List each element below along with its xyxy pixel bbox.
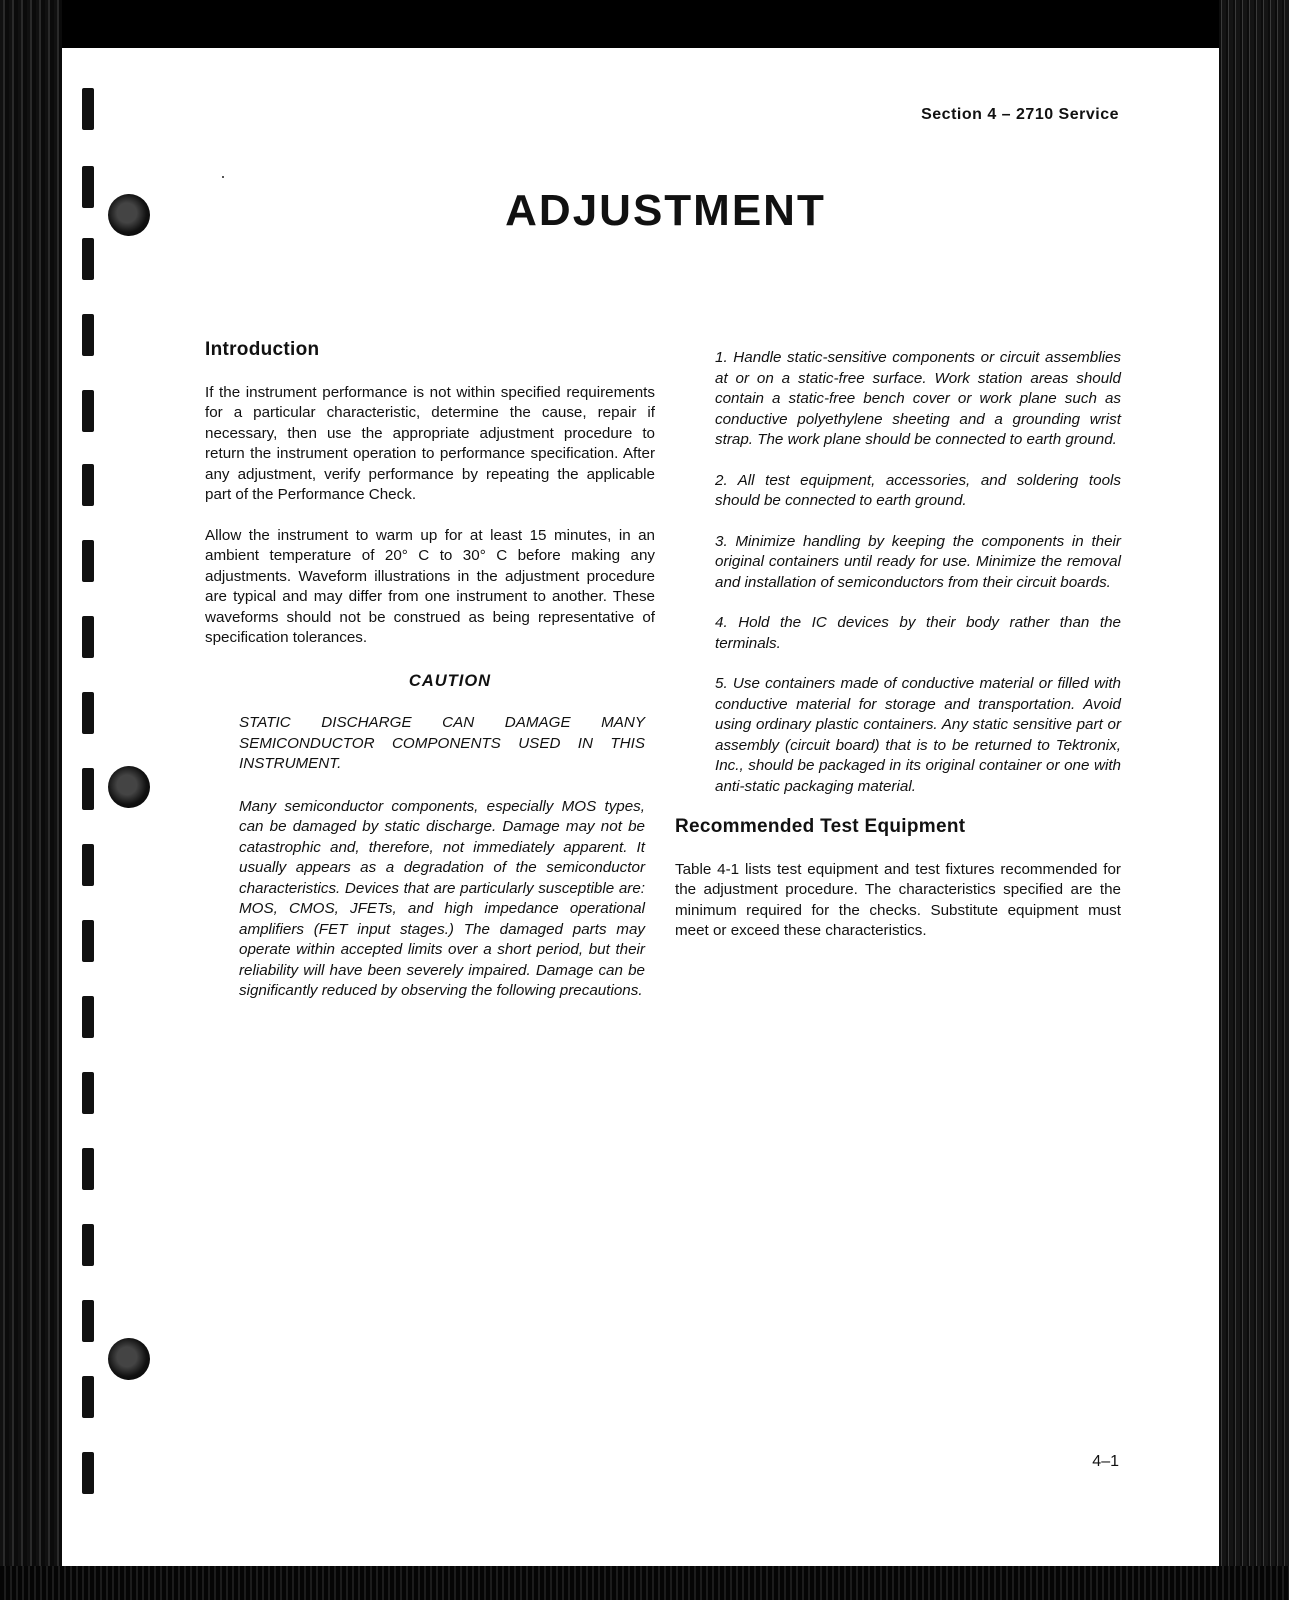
binding-strip	[82, 390, 94, 432]
binding-strip	[82, 996, 94, 1038]
binding-strip	[82, 1300, 94, 1342]
binding-strip	[82, 314, 94, 356]
binding-strip	[82, 1072, 94, 1114]
caution-body-text: Many semiconductor components, especially MOS types, can be damaged by static discharge. Damage may not be catastrophic and, therefore, not immediately apparent. It usually appears as a degradation of the semiconductor characteristics. Devices that are particularly susceptible are: MOS, CMOS, JFETs, and high impedance operational amplifiers (FET input stages.) The damaged parts may operate within accepted limits over a short period, but their reliability will have been severely impaired. Damage can be significantly reduced by observing the following precautions.	[239, 797, 645, 999]
binding-strip	[82, 920, 94, 962]
precaution-item: 5. Use containers made of conductive material or filled with conductive material for storage and transportation. Avoid using ordinary plastic containers. Any static sensitive part or assembly (circuit board) that is to be returned to Tektronix, Inc., should be packaged in its original container or one with anti-static packaging material.	[715, 675, 1121, 795]
binding-strip	[82, 692, 94, 734]
caution-heading: CAUTION	[408, 671, 492, 690]
binding-strip	[82, 768, 94, 810]
section-header: Section 4 – 2710 Service	[921, 106, 1119, 123]
caution-warning: STATIC DISCHARGE CAN DAMAGE MANY SEMICONDUCTOR COMPONENTS USED IN THIS INSTRUMENT.	[239, 714, 645, 772]
precaution-item: 4. Hold the IC devices by their body rather than the terminals.	[715, 614, 1121, 652]
introduction-paragraph: If the instrument performance is not within specified requirements for a particular characteristic, determine the cause, repair if necessary, then use the appropriate adjustment procedure to return the instrument operation to performance specification. After any adjustment, verify performance by repeating the applicable part of the Performance Check.	[205, 383, 655, 503]
scan-border-top	[0, 0, 1289, 48]
precaution-item: 3. Minimize handling by keeping the components in their original containers until ready for use. Minimize the removal and installation of semiconductors from their circuit boards.	[715, 532, 1121, 591]
test-equipment-paragraph: Table 4-1 lists test equipment and test fixtures recommended for the adjustment procedure. The characteristics specified are the minimum required for the checks. Substitute equipment must meet or exceed these characteristics.	[675, 860, 1121, 939]
binding-strip	[82, 464, 94, 506]
binding-strip	[82, 616, 94, 658]
page-title: ADJUSTMENT	[505, 186, 826, 235]
scan-border-right	[1219, 0, 1289, 1600]
binding-strip	[82, 540, 94, 582]
page-number: 4–1	[1092, 1453, 1119, 1470]
binding-strip	[82, 1224, 94, 1266]
scan-border-bottom	[0, 1566, 1289, 1600]
precaution-item: 1. Handle static-sensitive components or circuit assemblies at or on a static-free surface. Work station areas should contain a static-free bench cover or work plane such as conductive polyethylene sheeting and a grounding wrist strap. The work plane should be connected to earth ground.	[715, 349, 1121, 448]
binding-strip	[82, 1376, 94, 1418]
punch-hole	[108, 766, 150, 808]
test-equipment-heading: Recommended Test Equipment	[675, 816, 966, 837]
binding-strip	[82, 1452, 94, 1494]
binding-strip	[82, 844, 94, 886]
binding-strip	[82, 238, 94, 280]
precaution-item: 2. All test equipment, accessories, and soldering tools should be connected to earth ground.	[715, 471, 1121, 509]
right-column	[675, 348, 1121, 962]
introduction-heading: Introduction	[205, 339, 320, 360]
introduction-paragraph: Allow the instrument to warm up for at least 15 minutes, in an ambient temperature of 20° C to 30° C before making any adjustments. Waveform illustrations in the adjustment procedure are typical and may differ from one instrument to another. These waveforms should not be construed as being representative of specification tolerances.	[205, 526, 655, 646]
scan-border-left	[0, 0, 62, 1600]
punch-hole	[108, 1338, 150, 1380]
binding-strip	[82, 1148, 94, 1190]
caution-box	[205, 713, 655, 1002]
document-page	[62, 48, 1219, 1566]
binding-strip	[82, 88, 94, 130]
left-column	[205, 340, 655, 1024]
scan-speck	[222, 176, 224, 178]
